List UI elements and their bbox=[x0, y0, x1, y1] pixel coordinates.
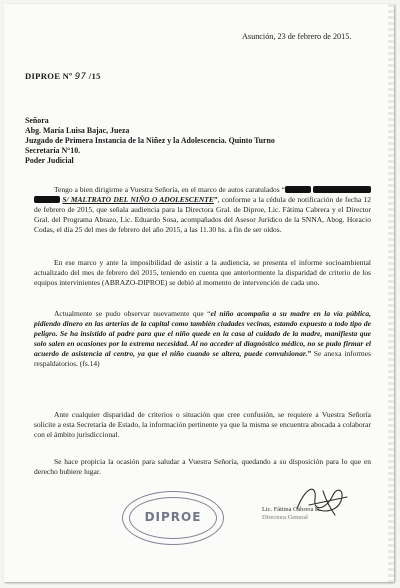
official-stamp bbox=[122, 491, 224, 545]
case-title-close: ” bbox=[213, 195, 218, 204]
paragraph-4 bbox=[34, 410, 371, 440]
signature-block bbox=[262, 506, 372, 523]
recipient-salutation: Señora bbox=[25, 116, 49, 125]
recipient-name: Abg. María Luisa Bajac, Jueza bbox=[25, 125, 130, 135]
p3-lead: Actualmente se pudo observar nuevamente que “ bbox=[54, 309, 211, 318]
recipient-block bbox=[25, 116, 275, 166]
recipient-court: Juzgado de Primera Instancia de la Niñez y la Adolescencia. Quinto Turno bbox=[25, 135, 275, 145]
case-title: S/ MALTRATO DEL NIÑO O ADOLESCENTE bbox=[62, 195, 214, 204]
p4-text: Ante cualquier disparidad de criterios o situación que cree confusión, se requiere a Vuestra Señoría solicite a esta Secretaría de Estado, la información pertinente ya que la misma se encuentra abocada a colaborar con el ámbito jurisdiccional. bbox=[34, 410, 371, 439]
signer-name: Lic. Fátima Cabrera B. bbox=[262, 506, 321, 513]
p1-body: , conforme a la cédula de notificación de fecha 12 de febrero de 2015, que señala audiencia para la Directora Gral. de Diproe, Lic. Fátima Cabrera y el Director Gral. del Programa Abrazo, Lic. Eduardo Sosa, acompañados del Asesor Jurídico de la SNNA, Abog. Horacio Codas, el día 25 del mes de febrero del año 2015, a las 11.30 hs. a fin de ser oídos. bbox=[34, 195, 372, 234]
recipient-secretary: Secretaría N°10. bbox=[25, 145, 81, 155]
p2-text: En ese marco y ante la imposibilidad de asistir a la audiencia, se presenta el informe socioambiental actualizado del mes de febrero del 2015, teniendo en cuenta que anteriormente la disparidad de criterio de los equipos intervinientes (ABRAZO-DIPROE) se debió al momento de intervención de cada uno. bbox=[34, 258, 371, 287]
p3-quote-close: ” bbox=[307, 349, 311, 358]
p3-quote: el niño acompaña a su madre en la vía pública, pidiendo dinero en las arterias de la capital como también ciudades vecinas, estando expuesto a todo tipo de peligro. Se ha insistido al padre para que el niño quede en la casa al cuidado de la madre, manifiesta que solo salen en ocasiones por la extrema necesidad. Al no acceder al diagnóstico médico, no se pudo firmar el acuerdo de asistencia al centro, ya que el niño cuando se altera, puede convulsionar. bbox=[34, 309, 371, 358]
p1-intro: Tengo a bien dirigirme a Vuestra Señoría, en el marco de autos caratulados “ bbox=[54, 185, 286, 194]
paragraph-3 bbox=[34, 309, 371, 369]
redaction-mark bbox=[313, 186, 371, 193]
paragraph-2 bbox=[34, 258, 371, 288]
document-date: Asunción, 23 de febrero de 2015. bbox=[242, 32, 352, 41]
paragraph-1 bbox=[34, 185, 371, 235]
document-page bbox=[4, 4, 394, 582]
document-reference bbox=[25, 71, 101, 82]
p3-folio: (fs.14) bbox=[77, 359, 100, 368]
signer-title: Directora General bbox=[262, 513, 308, 521]
reference-number: 97 bbox=[74, 72, 87, 82]
stamp-word: DIPROE bbox=[144, 510, 202, 524]
redaction-mark bbox=[34, 196, 60, 203]
p3-annex: Se anexa informes respaldatorios. bbox=[34, 349, 371, 368]
redaction-mark bbox=[285, 186, 311, 193]
p5-text: Se hace propicia la ocasión para saludar a Vuestra Señoría, quedando a su disposición para lo que en derecho hubiere lugar. bbox=[34, 457, 371, 476]
torn-edge bbox=[388, 4, 394, 582]
reference-prefix: DIPROE Nº bbox=[25, 71, 73, 81]
paragraph-5 bbox=[34, 457, 371, 477]
recipient-branch: Poder Judicial bbox=[25, 155, 74, 165]
reference-suffix: /15 bbox=[88, 71, 101, 81]
